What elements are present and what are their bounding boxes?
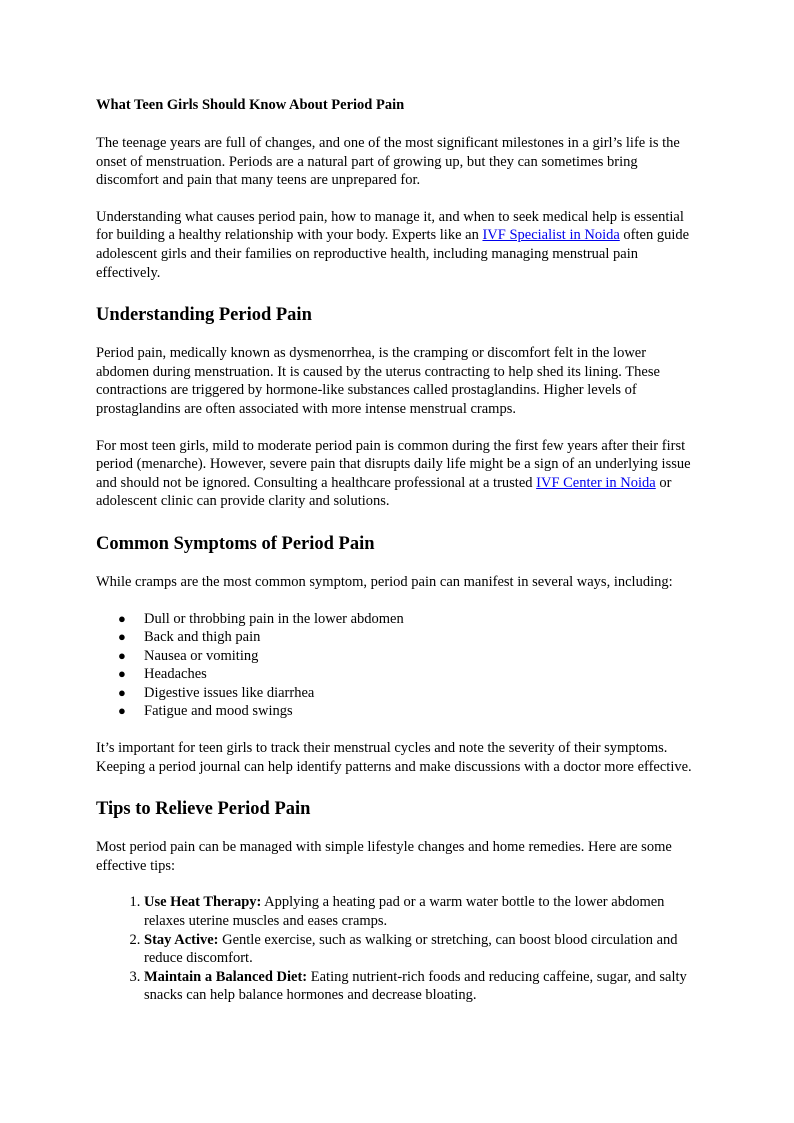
bullet-icon: ● (118, 703, 126, 719)
understanding-p2-text-before: For most teen girls, mild to moderate period pain is common during the first few years after their first period (menarche). However, severe pain that disrupts daily life might be a sign of an underlying issue and should not be ignored. Consulting a healthcare professional at a trusted (96, 437, 691, 491)
list-item: ● Nausea or vomiting (118, 647, 259, 664)
list-item: ● Dull or throbbing pain in the lower abdomen (118, 610, 404, 627)
tip-text: Eating nutrient-rich foods and reducing caffeine, sugar, and salty snacks can help balance hormones and decrease bloating. (144, 968, 687, 1004)
list-item: ● Digestive issues like diarrhea (118, 684, 315, 701)
symptoms-paragraph-1: While cramps are the most common symptom, period pain can manifest in several ways, including: (96, 573, 673, 590)
understanding-paragraph-1: Period pain, medically known as dysmenorrhea, is the cramping or discomfort felt in the lower abdomen during menstruation. It is caused by the uterus contracting to help shed its lining. These contractions are triggered by hormone-like substances called prostaglandins. Higher levels of prostaglandins are often associated with more intense menstrual cramps. (96, 345, 660, 417)
bullet-icon: ● (118, 610, 126, 626)
list-item (144, 893, 700, 930)
section-heading-symptoms: Common Symptoms of Period Pain (96, 533, 375, 554)
tip-text: Applying a heating pad or a warm water bottle to the lower abdomen relaxes uterine muscles and eases cramps. (144, 894, 665, 930)
list-item: ● Fatigue and mood swings (118, 703, 293, 720)
document-page (96, 96, 700, 1023)
intro-paragraph-2 (96, 208, 700, 282)
section-heading-tips: Tips to Relieve Period Pain (96, 799, 311, 820)
intro-paragraph-1: The teenage years are full of changes, and one of the most significant milestones in a girl’s life is the onset of menstruation. Periods are a natural part of growing up, but they can sometimes bring discomfort and pain that many teens are unprepared for. (96, 135, 680, 189)
document-title: What Teen Girls Should Know About Period Pain (96, 97, 405, 113)
list-item: ● Headaches (118, 666, 207, 683)
intro-p2-text-before: Understanding what causes period pain, how to manage it, and when to seek medical help is essential for building a healthy relationship with your body. Experts like an (96, 208, 684, 244)
list-item (144, 931, 700, 968)
tips-paragraph-1: Most period pain can be managed with simple lifestyle changes and home remedies. Here are some effective tips: (96, 839, 672, 874)
list-item: ● Back and thigh pain (118, 629, 261, 646)
bullet-icon: ● (118, 684, 126, 700)
bullet-icon: ● (118, 629, 126, 645)
understanding-paragraph-2 (96, 437, 700, 511)
tip-label: Stay Active: (144, 931, 219, 948)
tips-list (96, 893, 700, 1005)
tip-label: Maintain a Balanced Diet: (144, 968, 308, 985)
understanding-p2-text-after: or adolescent clinic can provide clarity and solutions. (96, 474, 672, 510)
section-heading-understanding: Understanding Period Pain (96, 305, 312, 326)
bullet-icon: ● (118, 647, 126, 663)
ivf-center-link[interactable]: IVF Center in Noida (536, 474, 656, 491)
tip-label: Use Heat Therapy: (144, 894, 262, 911)
tip-text: Gentle exercise, such as walking or stretching, can boost blood circulation and reduce discomfort. (144, 931, 678, 967)
intro-p2-text-after: often guide adolescent girls and their families on reproductive health, including managing menstrual pain effectively. (96, 227, 690, 281)
list-item (144, 968, 700, 1005)
symptoms-list (96, 610, 700, 722)
symptoms-paragraph-2: It’s important for teen girls to track their menstrual cycles and note the severity of their symptoms. Keeping a period journal can help identify patterns and make discussions with a doctor more effective. (96, 740, 692, 775)
bullet-icon: ● (118, 666, 126, 682)
ivf-specialist-link[interactable]: IVF Specialist in Noida (482, 227, 620, 244)
